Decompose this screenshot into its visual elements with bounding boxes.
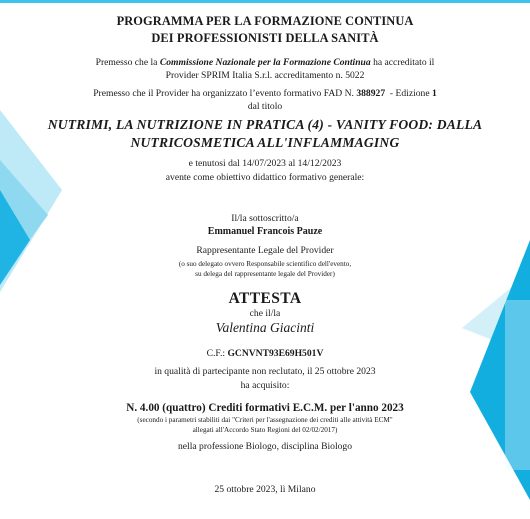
participant-acquired: ha acquisito: — [240, 380, 290, 391]
che-il-la: che il/la — [249, 308, 281, 319]
premise-1-line-2: Provider SPRIM Italia S.r.l. accreditamento n. 5022 — [165, 70, 365, 81]
premise-1-line-1: Premesso che la Commissione Nazionale per la Formazione Continua ha accreditato il — [95, 57, 435, 68]
place-date: 25 ottobre 2023, lì Milano — [214, 484, 316, 495]
header-line-1: PROGRAMMA PER LA FORMAZIONE CONTINUA — [116, 14, 414, 28]
signatory-intro: Il/la sottoscritto/a — [231, 213, 299, 224]
premise-2-line-2: dal titolo — [247, 101, 283, 112]
credits-main: N. 4.00 (quattro) Crediti formativi E.C.M. per l'anno 2023 — [126, 402, 404, 414]
event-title-line-2: NUTRICOSMETICA ALL'INFLAMMAGING — [130, 135, 400, 150]
credits-note-2: allegati all'Accordo Stato Regioni del 02/02/2017) — [192, 426, 338, 434]
header-line-2: DEI PROFESSIONISTI DELLA SANITÀ — [151, 31, 379, 45]
credits-note-1: (secondo i parametri stabiliti dai "Criteri per l'assegnazione dei crediti alle attività ECM" — [137, 416, 393, 424]
profession: nella professione Biologo, disciplina Biologo — [178, 441, 352, 452]
edition-number: 1 — [432, 88, 437, 99]
fiscal-code: GCNVNT93E69H501V — [227, 348, 324, 359]
commission-name: Commissione Nazionale per la Formazione Continua — [159, 57, 371, 68]
event-objective: avente come obiettivo didattico formativo generale: — [165, 172, 365, 183]
signatory-note-1: (o suo delegato ovvero Responsabile scientifico dell'evento, — [178, 260, 352, 268]
signatory-name: Emmanuel Francois Pauze — [207, 226, 323, 237]
participant-status: in qualità di partecipante non reclutato, il 25 ottobre 2023 — [154, 366, 376, 377]
participant-name: Valentina Giacinti — [215, 320, 315, 335]
event-number: 388927 — [356, 88, 386, 99]
signatory-role: Rappresentante Legale del Provider — [196, 245, 334, 256]
event-dates: e tenutosi dal 14/07/2023 al 14/12/2023 — [188, 158, 342, 169]
premise-2-line-1: Premesso che il Provider ha organizzato l’evento formativo FAD N. 388927 - Edizione 1 — [93, 88, 437, 99]
event-title-line-1: NUTRIMI, LA NUTRIZIONE IN PRATICA (4) - VANITY FOOD: DALLA — [47, 117, 483, 132]
participant-cf: C.F.: GCNVNT93E69H501V — [206, 348, 324, 359]
signatory-note-2: su delega del rappresentante legale del Provider) — [195, 270, 335, 278]
attesta-heading: ATTESTA — [228, 290, 302, 307]
